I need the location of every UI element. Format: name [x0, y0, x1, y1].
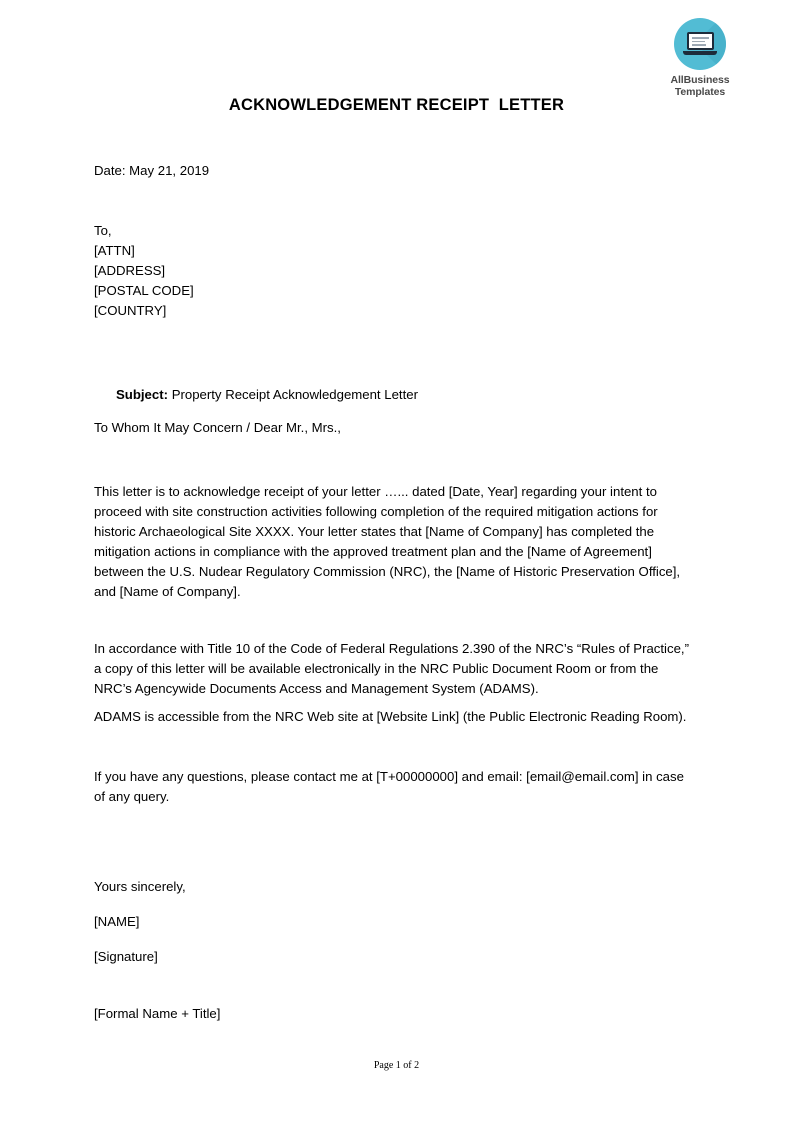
date-block: [94, 161, 694, 181]
laptop-icon: [683, 32, 717, 55]
closing-block: [94, 877, 694, 1024]
subject-block: [94, 365, 694, 425]
address-to-label: To,: [94, 223, 112, 238]
laptop-text-line: [692, 44, 707, 46]
spacer: [94, 897, 694, 912]
subject-label: Subject:: [115, 387, 169, 402]
laptop-text-line: [692, 41, 705, 43]
logo-circle: [674, 18, 726, 70]
logo-wordmark: [645, 74, 755, 98]
address-postal-code: [POSTAL CODE]: [94, 283, 194, 298]
page-footer: Page 1 of 2: [373, 1060, 420, 1071]
logo-wordmark-line1: AllBusiness: [670, 74, 730, 86]
laptop-text-line: [692, 37, 709, 39]
address-attn: [ATTN]: [94, 243, 135, 258]
body-paragraph-2: In accordance with Title 10 of the Code of Federal Regulations 2.390 of the NRC’s “Rules of Practice,” a copy of this letter will be available electronically in the NRC Public Document Room or from the NRC’s Agencywide Documents Access and Management System (ADAMS).: [94, 641, 689, 696]
allbusiness-templates-logo: [645, 18, 755, 98]
body-paragraph-3: ADAMS is accessible from the NRC Web site at [Website Link] (the Public Electronic Reading Room).: [94, 709, 687, 724]
address-street: [ADDRESS]: [94, 263, 166, 278]
recipient-address-block: [94, 221, 694, 321]
logo-wordmark-line2: Templates: [674, 86, 726, 98]
subject-value: Property Receipt Acknowledgement Letter: [171, 387, 418, 402]
salutation-block: [94, 418, 694, 438]
closing-formal-name-title: [Formal Name + Title]: [94, 1006, 221, 1021]
spacer: [94, 932, 694, 947]
address-country: [COUNTRY]: [94, 303, 167, 318]
body-paragraph-4: If you have any questions, please contact me at [T+00000000] and email: [email@email.com] in case of any query.: [94, 769, 684, 804]
closing-sign-off: Yours sincerely,: [94, 879, 186, 894]
laptop-screen: [687, 32, 714, 50]
date-line: Date: May 21, 2019: [94, 163, 210, 178]
closing-signature: [Signature]: [94, 949, 158, 964]
spacer: [94, 967, 694, 1004]
laptop-base: [683, 51, 717, 55]
closing-name: [NAME]: [94, 914, 140, 929]
salutation-line: To Whom It May Concern / Dear Mr., Mrs.,: [94, 420, 341, 435]
body-paragraph-1: This letter is to acknowledge receipt of your letter …... dated [Date, Year] regarding your intent to proceed with site construction activities following completion of the required mitigation actions for historic Archaeological Site XXXX. Your letter states that [Name of Company] has completed the mitigation actions in compliance with the approved treatment plan and the [Name of Agreement] between the U.S. Nudear Regulatory Commission (NRC), the [Name of Historic Preservation Office], and [Name of Company].: [94, 484, 681, 599]
page-title: ACKNOWLEDGEMENT RECEIPT LETTER: [228, 96, 565, 114]
